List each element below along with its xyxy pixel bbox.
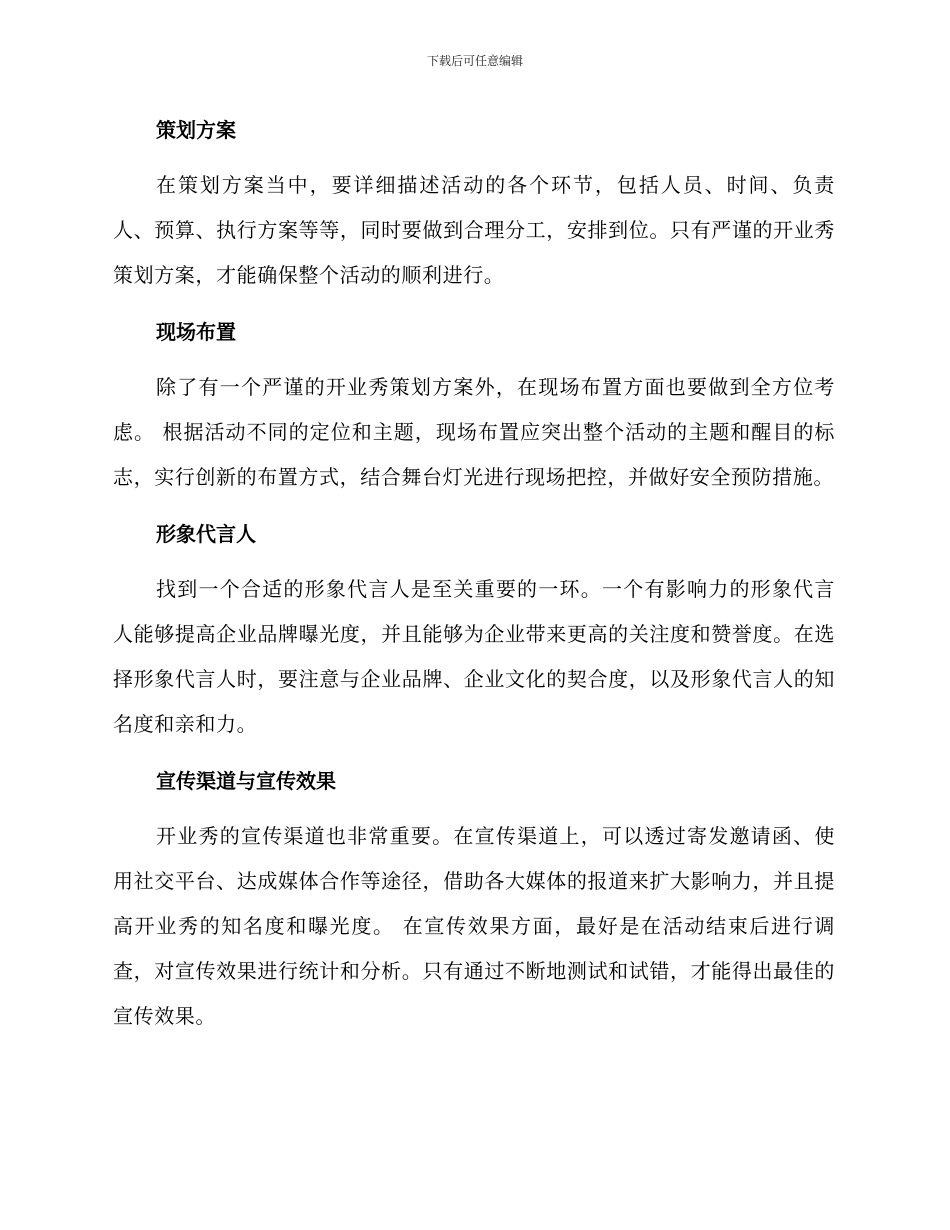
page-header-note: 下载后可任意编辑 (426, 54, 523, 68)
section-heading: 策划方案 (156, 118, 236, 142)
section-paragraph: 找到一个合适的形象代言人是至关重要的一环。一个有影响力的形象代言人能够提高企业品牌曝光度，并且能够为企业带来更高的关注度和赞誉度。在选择形象代言人时，要注意与企业品牌、企业文化的契合度，以及形象代言人的知名度和亲和力。 (113, 577, 835, 736)
section-promotion (113, 761, 835, 1039)
section-paragraph: 在策划方案当中，要详细描述活动的各个环节，包括人员、时间、负责人、预算、执行方案等等，同时要做到合理分工，安排到位。只有严谨的开业秀策划方案，才能确保整个活动的顺利进行。 (113, 173, 835, 287)
section-heading: 形象代言人 (156, 522, 256, 546)
section-paragraph: 开业秀的宣传渠道也非常重要。在宣传渠道上，可以透过寄发邀请函、使用社交平台、达成媒体合作等途径，借助各大媒体的报道来扩大影响力，并且提高开业秀的知名度和曝光度。 在宣传效果方面，最好是在活动结束后进行调查，对宣传效果进行统计和分析。只有通过不断地测试和试错，才能得出最佳的宣传效果。 (113, 824, 835, 1028)
section-heading: 现场布置 (156, 320, 236, 344)
section-heading: 宣传渠道与宣传效果 (156, 769, 336, 793)
document-body (113, 110, 835, 1039)
section-paragraph: 除了有一个严谨的开业秀策划方案外，在现场布置方面也要做到全方位考虑。 根据活动不同的定位和主题，现场布置应突出整个活动的主题和醒目的标志，实行创新的布置方式，结合舞台灯光进行现场把控，并做好安全预防措施。 (113, 375, 835, 489)
section-planning (113, 110, 835, 298)
section-venue-setup (113, 312, 835, 500)
section-spokesperson (113, 514, 835, 747)
